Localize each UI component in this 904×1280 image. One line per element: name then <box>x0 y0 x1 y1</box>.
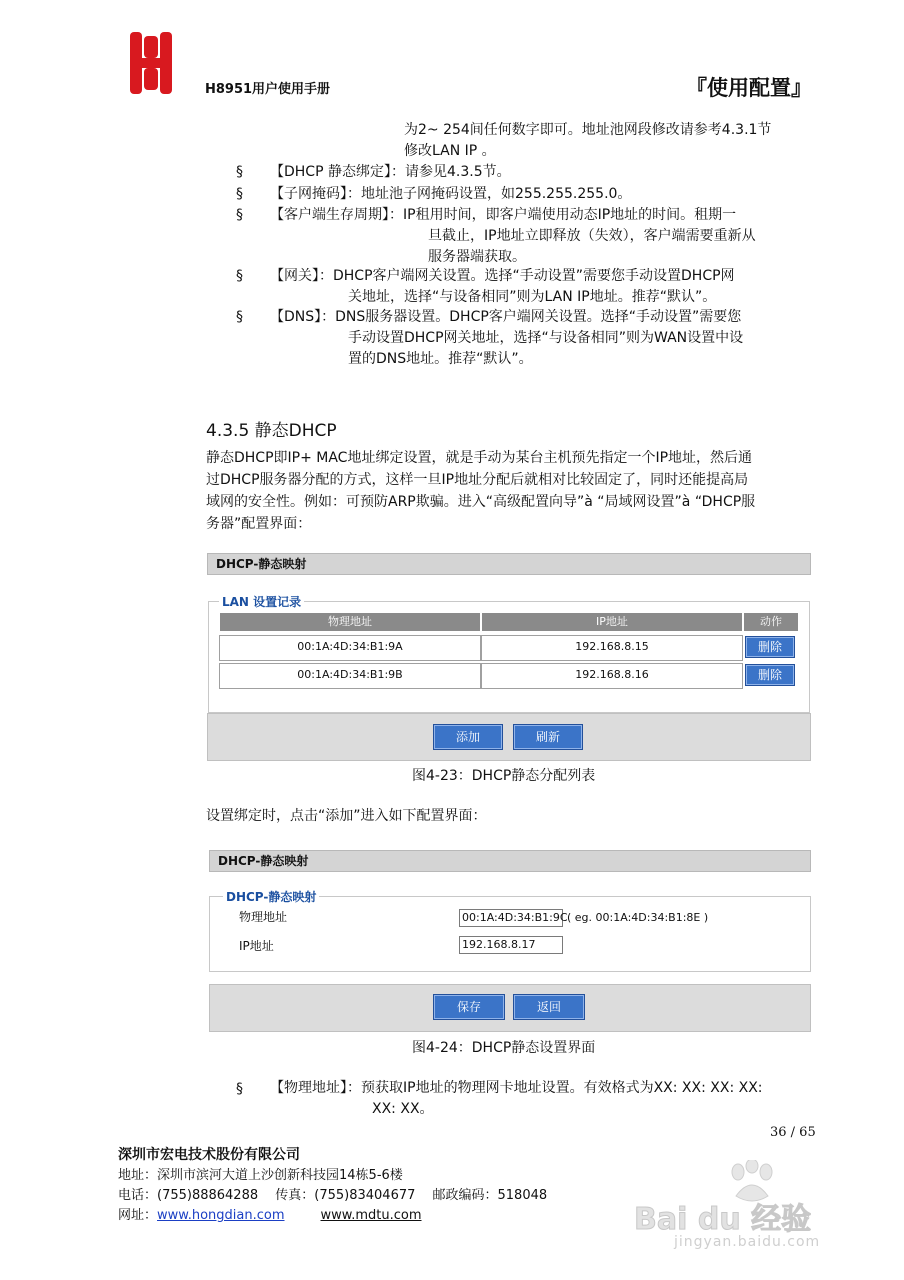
settings-fieldset <box>209 896 811 972</box>
bullet-text: 服务器端获取。 <box>428 249 526 265</box>
bullet-text: 置的DNS地址。推荐“默认”。 <box>348 351 533 367</box>
fieldset-legend: LAN 设置记录 <box>219 593 304 610</box>
footer-address: 地址：深圳市滨河大道上沙创新科技园14栋5-6楼 <box>118 1168 403 1183</box>
cell-ip: 192.168.8.15 <box>481 635 743 661</box>
doc-title: H8951用户使用手册 <box>205 82 331 97</box>
mac-hint: ( eg. 00:1A:4D:34:B1:8E ) <box>567 911 709 924</box>
col-header-ip: IP地址 <box>481 612 743 632</box>
cell-ip: 192.168.8.16 <box>481 663 743 689</box>
bullet-text: 旦截止，IP地址立即释放（失效），客户端需要重新从 <box>428 228 756 244</box>
bullet-text: ：DNS服务器设置。DHCP客户端网关设置。选择“手动设置”需要您 <box>321 309 742 325</box>
section-heading: 4.3.5 静态DHCP <box>206 421 337 441</box>
bullet-mark: § <box>236 309 243 325</box>
bullet-mac-address <box>270 1078 763 1099</box>
bullet-label: 【DNS】 <box>270 309 322 325</box>
bullet-text: ：IP租用时间，即客户端使用动态IP地址的时间。租期一 <box>389 207 737 223</box>
fig-dhcp-static-list <box>207 553 811 761</box>
figure-caption: 图4-23：DHCP静态分配列表 <box>412 768 596 784</box>
intro-line-1: 为2~ 254间任何数字即可。地址池网段修改请参考4.3.1节 <box>404 122 772 138</box>
ip-input[interactable]: 192.168.8.17 <box>459 936 563 954</box>
section-para-line: 静态DHCP即IP+ MAC地址绑定设置，就是手动为某台主机预先指定一个IP地址，然后通 <box>206 450 753 466</box>
col-header-action: 动作 <box>743 612 799 632</box>
website-link-mdtu[interactable]: www.mdtu.com <box>320 1208 422 1223</box>
bullet-label: 【客户端生存周期】 <box>270 207 389 223</box>
bullet-lease-time <box>270 205 736 226</box>
bullet-subnet-mask <box>270 184 631 205</box>
button-area <box>207 713 811 761</box>
footer-phone: 电话：(755)88864288 传真：(755)83404677 邮政编码：518048 <box>118 1188 548 1203</box>
save-button[interactable]: 保存 <box>433 994 505 1020</box>
bullet-text: 关地址，选择“与设备相同”则为LAN IP地址。推荐“默认”。 <box>348 289 717 305</box>
website-link-hongdian[interactable]: www.hongdian.com <box>157 1208 285 1223</box>
bullet-text: 手动设置DHCP网关地址，选择“与设备相同”则为WAN设置中设 <box>348 330 744 346</box>
bullet-mark: § <box>236 207 243 223</box>
watermark-logo-text: Bai du 经验 <box>634 1202 812 1237</box>
footer-company: 深圳市宏电技术股份有限公司 <box>118 1147 300 1163</box>
web-label: 网址： <box>118 1208 158 1223</box>
section-para-line: 过DHCP服务器分配的方式，这样一旦IP地址分配后就相对比较固定了，同时还能提高局 <box>206 472 749 488</box>
bullet-text: ：预获取IP地址的物理网卡地址设置。有效格式为XX: XX: XX: XX: <box>347 1080 763 1096</box>
back-button[interactable]: 返回 <box>513 994 585 1020</box>
bullet-dns <box>270 307 741 328</box>
panel-title-bar: DHCP-静态映射 <box>209 850 811 872</box>
bullet-dhcp-static <box>270 162 511 183</box>
bullet-text: XX: XX。 <box>372 1101 434 1117</box>
fig-dhcp-static-settings <box>209 850 811 1032</box>
bullet-text: ：请参见4.3.5节。 <box>390 164 511 180</box>
bullet-gateway <box>270 266 735 287</box>
bullet-text: ：地址池子网掩码设置，如255.255.255.0。 <box>347 186 632 202</box>
section-para-line: 务器”配置界面： <box>206 516 312 532</box>
add-button[interactable]: 添加 <box>433 724 503 750</box>
bullet-mark: § <box>236 1081 243 1097</box>
between-text: 设置绑定时，点击“添加”进入如下配置界面： <box>206 808 487 824</box>
fieldset-legend: DHCP-静态映射 <box>223 888 319 905</box>
bullet-label: 【DHCP 静态绑定】 <box>270 164 391 180</box>
bullet-label: 【网关】 <box>270 268 319 284</box>
ip-label: IP地址 <box>239 939 274 953</box>
delete-button[interactable]: 删除 <box>745 636 795 658</box>
refresh-button[interactable]: 刷新 <box>513 724 583 750</box>
bullet-text: ：DHCP客户端网关设置。选择“手动设置”需要您手动设置DHCP网 <box>319 268 735 284</box>
mac-label: 物理地址 <box>239 910 288 924</box>
watermark-url: jingyan.baidu.com <box>674 1234 821 1250</box>
panel-title-bar: DHCP-静态映射 <box>207 553 811 575</box>
footer-web <box>118 1204 422 1223</box>
bullet-mark: § <box>236 164 243 180</box>
cell-mac: 00:1A:4D:34:B1:9A <box>219 635 481 661</box>
delete-button[interactable]: 删除 <box>745 664 795 686</box>
col-header-mac: 物理地址 <box>219 612 481 632</box>
company-logo <box>128 28 174 98</box>
mac-input[interactable]: 00:1A:4D:34:B1:9C <box>459 909 563 927</box>
bullet-mark: § <box>236 268 243 284</box>
chapter-title: 『使用配置』 <box>686 76 812 100</box>
button-area <box>209 984 811 1032</box>
bullet-mark: § <box>236 186 243 202</box>
section-para-line: 域网的安全性。例如：可预防ARP欺骗。进入“高级配置向导”à “局域网设置”à “DHCP服 <box>206 494 756 510</box>
cell-mac: 00:1A:4D:34:B1:9B <box>219 663 481 689</box>
figure-caption: 图4-24：DHCP静态设置界面 <box>412 1040 596 1056</box>
page-number: 36 / 65 <box>770 1125 816 1140</box>
baidu-jingyan-watermark <box>634 1160 864 1250</box>
intro-line-2: 修改LAN IP 。 <box>404 143 496 159</box>
bullet-label: 【物理地址】 <box>270 1080 347 1096</box>
bullet-label: 【子网掩码】 <box>270 186 347 202</box>
